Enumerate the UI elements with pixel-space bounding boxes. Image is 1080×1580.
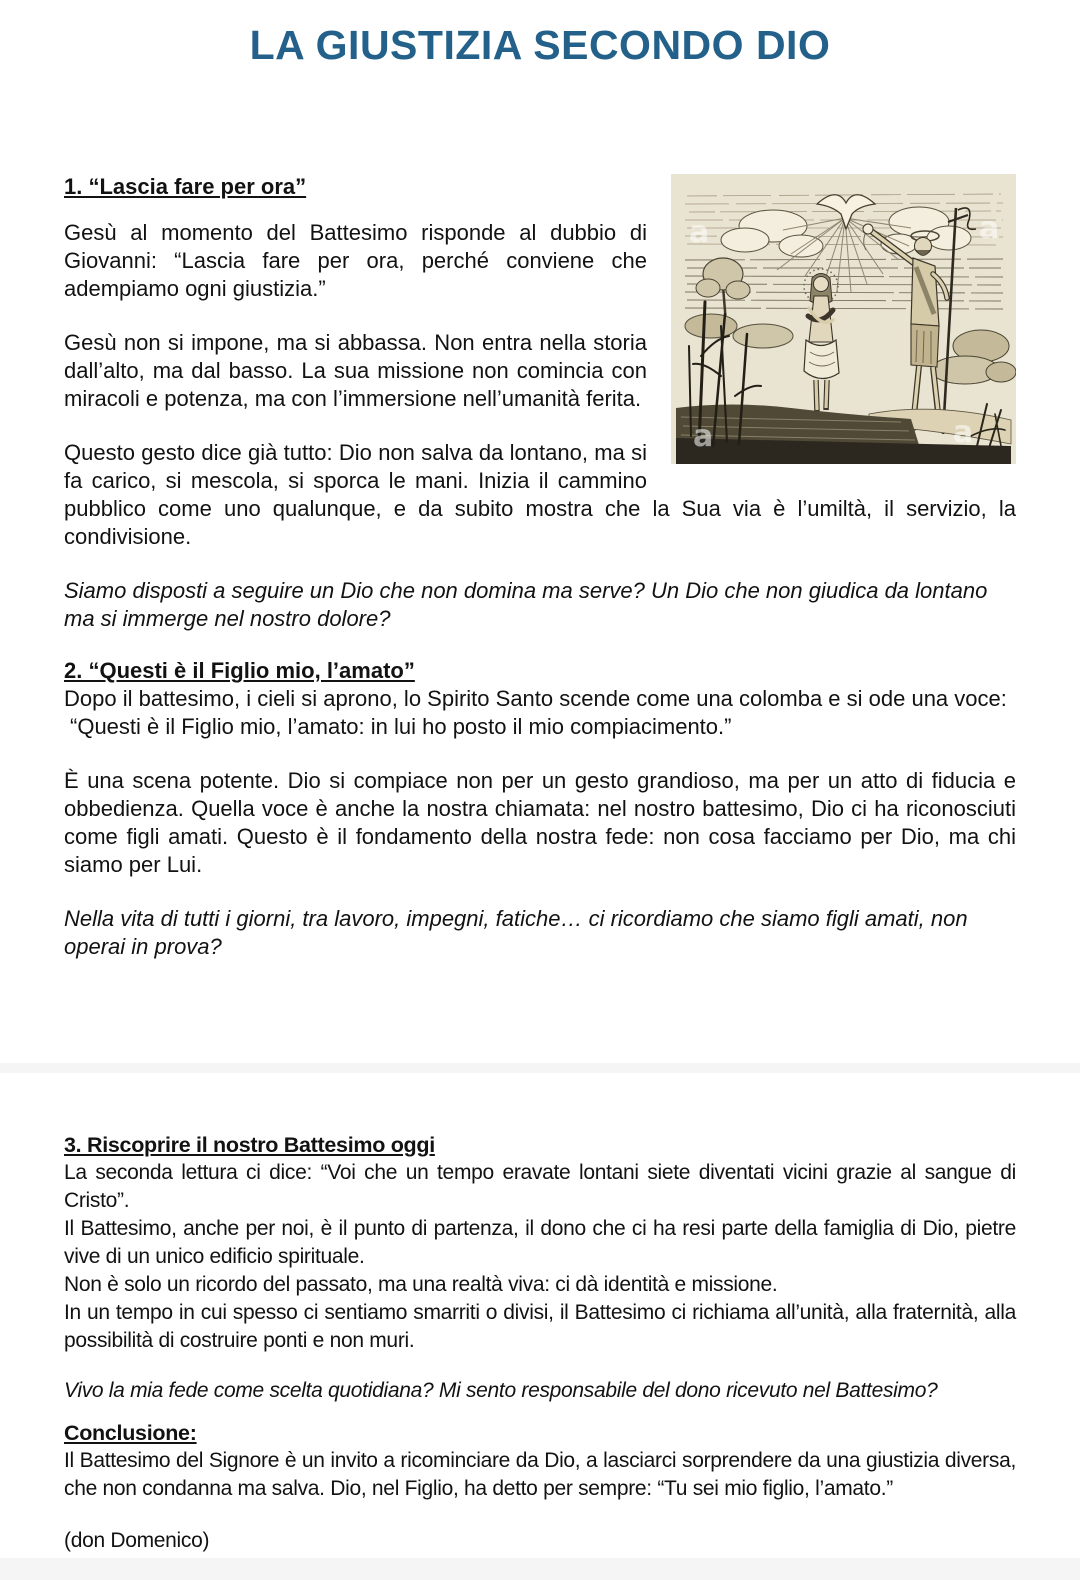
section1-reflection-question: Siamo disposti a seguire un Dio che non domina ma serve? Un Dio che non giudica da lontano ma si immerge nel nostro dolore? [64,578,988,631]
author-signature: (don Domenico) [64,1529,210,1552]
section2-paragraph-1-line1: Dopo il battesimo, i cieli si aprono, lo Spirito Santo scende come una colomba e si ode una voce: [64,686,1007,711]
section1-paragraph-1: Gesù al momento del Battesimo risponde al dubbio di Giovanni: “Lascia fare per ora, perché conviene che adempiamo ogni giustizia.” [64,220,647,301]
section1-heading: 1. “Lascia fare per ora” [64,174,307,199]
baptism-shell [863,224,873,234]
watermark-a: a [979,211,1000,246]
conclusion-heading: Conclusione: [64,1421,197,1445]
section2-paragraph-2: È una scena potente. Dio si compiace non per un gesto grandioso, ma per un atto di fiducia e obbedienza. Quella voce è anche la nostra chiamata: nel nostro battesimo, Dio ci ha riconosciuti come figli amati. Questo è il fondamento della nostra fede: non cosa facciamo per Dio, ma chi siamo per Lui. [64,768,1016,877]
section3-reflection-question: Vivo la mia fede come scelta quotidiana? Mi sento responsabile del dono ricevuto nel Battesimo? [64,1379,938,1402]
page-gap [0,1558,1080,1580]
section3-paragraph-1: La seconda lettura ci dice: “Voi che un tempo eravate lontani siete diventati vicini grazie al sangue di Cristo”. [64,1161,1016,1212]
section3-heading: 3. Riscoprire il nostro Battesimo oggi [64,1133,435,1157]
baptism-engraving-image [671,174,1016,464]
section2-paragraph-1-line2: “Questi è il Figlio mio, l’amato: in lui ho posto il mio compiacimento.” [70,714,732,739]
page-title: LA GIUSTIZIA SECONDO DIO [249,22,831,68]
section1-paragraph-2: Gesù non si impone, ma si abbassa. Non entra nella storia dall’alto, ma dal basso. La sua missione non comincia con miracoli e potenza, ma con l’immersione nell’umanità ferita. [64,330,647,411]
page-2-content [64,1073,1016,1555]
section3-paragraph-2: Il Battesimo, anche per noi, è il punto di partenza, il dono che ci ha resi parte della famiglia di Dio, pietre vive di un unico edificio spirituale. [64,1217,1016,1268]
section3-paragraph-3: Non è solo un ricordo del passato, ma una realtà viva: ci dà identità e missione. [64,1273,778,1296]
conclusion-paragraph: Il Battesimo del Signore è un invito a ricominciare da Dio, a lasciarci sorprendere da una giustizia diversa, che non condanna ma salva. Dio, nel Figlio, ha detto per sempre: “Tu sei mio figlio, l’amato.” [64,1449,1016,1500]
page-1-content [64,173,1016,961]
watermark-a: a [689,215,710,250]
section2-paragraph-1 [64,685,1016,741]
page-2 [0,1073,1080,1558]
section2-heading: 2. “Questi è il Figlio mio, l’amato” [64,658,415,683]
section2-reflection-question: Nella vita di tutti i giorni, tra lavoro, impegni, fatiche… ci ricordiamo che siamo figli amati, non operai in prova? [64,906,968,959]
page-break-divider [0,1063,1080,1073]
baptism-engraving-svg [671,174,1016,464]
section1-paragraph-3: Questo gesto dice già tutto: Dio non salva da lontano, ma si fa carico, si mescola, si sporca le mani. Inizia il cammino pubblico come uno qualunque, e da subito mostra che la Sua via è l’umiltà, il servizio, la condivisione. [64,440,1016,549]
watermark-a: a [693,419,714,454]
watermark-a: a [953,415,974,450]
section3-paragraph-4: In un tempo in cui spesso ci sentiamo smarriti o divisi, il Battesimo ci richiama all’unità, alla fraternità, alla possibilità di costruire ponti e non muri. [64,1301,1016,1352]
